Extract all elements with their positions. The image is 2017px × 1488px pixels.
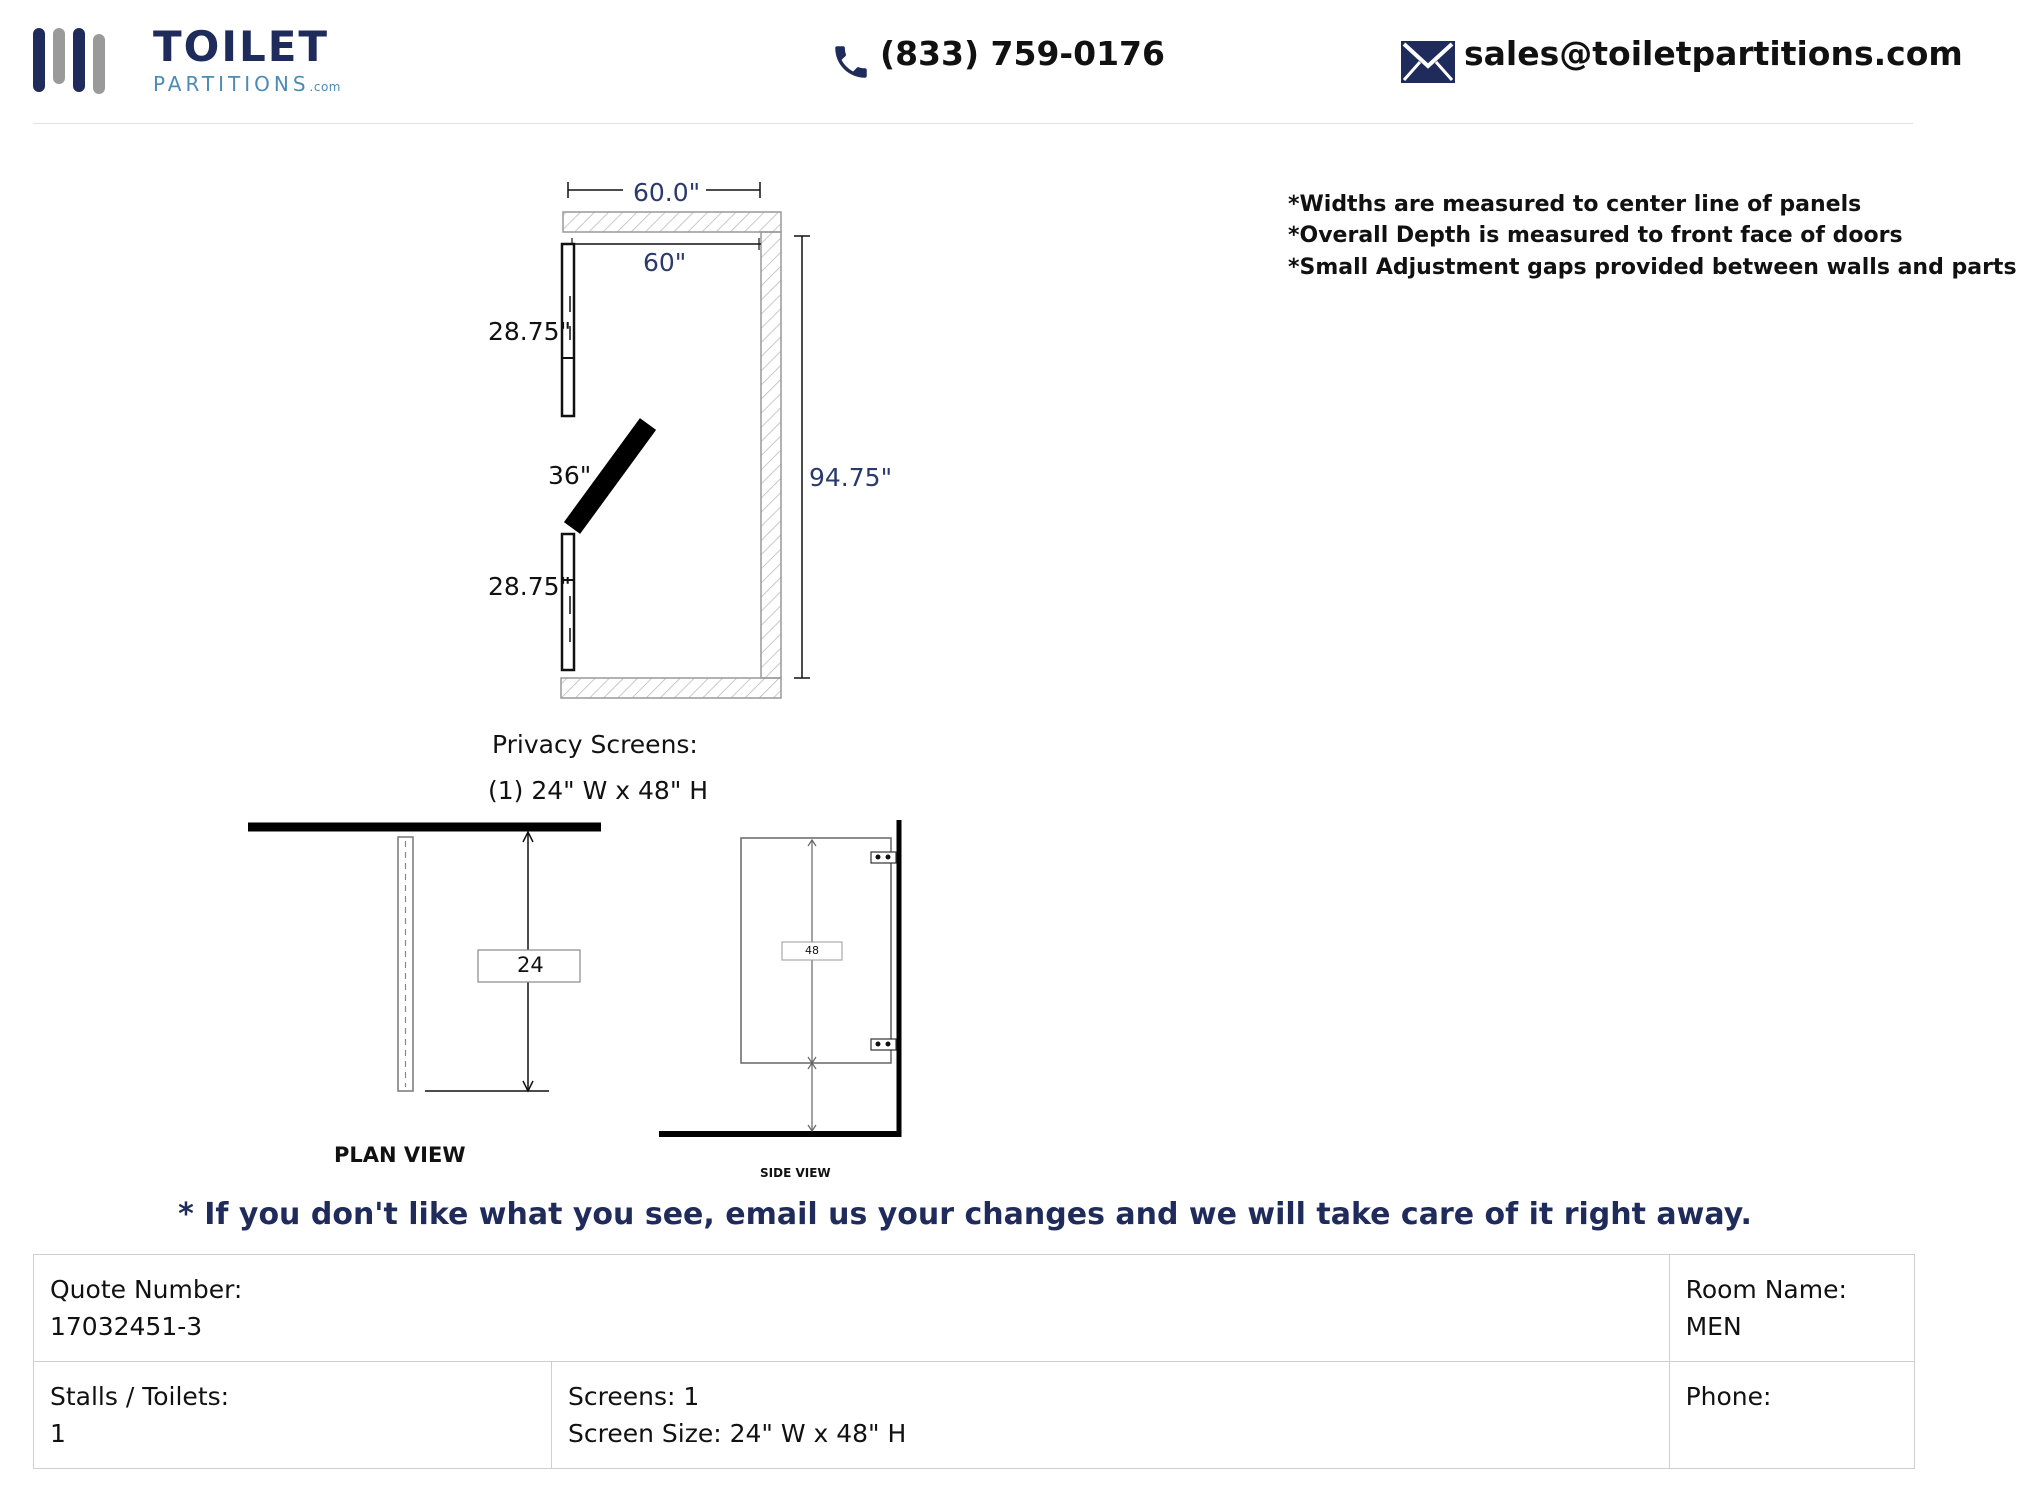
plan-view-dimension: 24 (517, 953, 544, 977)
privacy-screens-spec: (1) 24" W x 48" H (488, 776, 709, 805)
note-widths: *Widths are measured to center line of panels (1288, 192, 1862, 217)
table-row (34, 1255, 1915, 1362)
phone-number: (833) 759-0176 (880, 34, 1165, 73)
note-depth: *Overall Depth is measured to front face of doors (1288, 223, 1903, 248)
bottom-pilaster-panel (562, 534, 574, 670)
stalls-value: 1 (50, 1419, 66, 1448)
email-address: sales@toiletpartitions.com (1464, 34, 1963, 73)
quote-number-value: 17032451-3 (50, 1312, 203, 1341)
side-wall (761, 232, 781, 678)
logo-wordmark-partitions: PARTITIONS (153, 72, 310, 96)
inner-width-label: 60" (643, 248, 687, 277)
quote-number-label: Quote Number: (50, 1275, 243, 1304)
plan-view-drawing (248, 827, 601, 1091)
screens-count: Screens: 1 (568, 1382, 700, 1411)
side-view-drawing (659, 820, 901, 1137)
bottom-pilaster-label: 28.75" (488, 572, 572, 601)
front-wall (561, 678, 781, 698)
quote-number-cell (34, 1255, 1670, 1362)
room-name-label: Room Name: (1685, 1275, 1847, 1304)
screen-size: Screen Size: 24" W x 48" H (568, 1419, 907, 1448)
overall-width-label: 60.0" (633, 178, 701, 207)
depth-label: 94.75" (809, 463, 893, 492)
note-gaps: *Small Adjustment gaps provided between walls and parts (1288, 255, 2017, 280)
door-label: 36" (548, 461, 592, 490)
logo-wordmark-suffix: .com (309, 80, 341, 94)
quote-info-table (33, 1254, 1915, 1469)
side-view-label: SIDE VIEW (760, 1166, 831, 1180)
screens-cell (552, 1362, 1670, 1469)
privacy-screens-title: Privacy Screens: (492, 730, 698, 759)
top-pilaster-label: 28.75" (488, 317, 572, 346)
change-request-message: * If you don't like what you see, email us your changes and we will take care of it right away. (178, 1197, 1752, 1232)
phone-cell (1669, 1362, 1914, 1469)
back-wall (563, 212, 781, 232)
depth-dimension (794, 236, 810, 678)
stalls-label: Stalls / Toilets: (50, 1382, 230, 1411)
phone-label: Phone: (1685, 1382, 1772, 1411)
table-row (34, 1362, 1915, 1469)
stalls-cell (34, 1362, 552, 1469)
logo-wordmark-top: TOILET (153, 22, 330, 71)
room-name-cell (1669, 1255, 1914, 1362)
room-name-value: MEN (1685, 1312, 1742, 1341)
plan-view-label: PLAN VIEW (334, 1143, 466, 1167)
side-view-dimension: 48 (805, 944, 819, 957)
